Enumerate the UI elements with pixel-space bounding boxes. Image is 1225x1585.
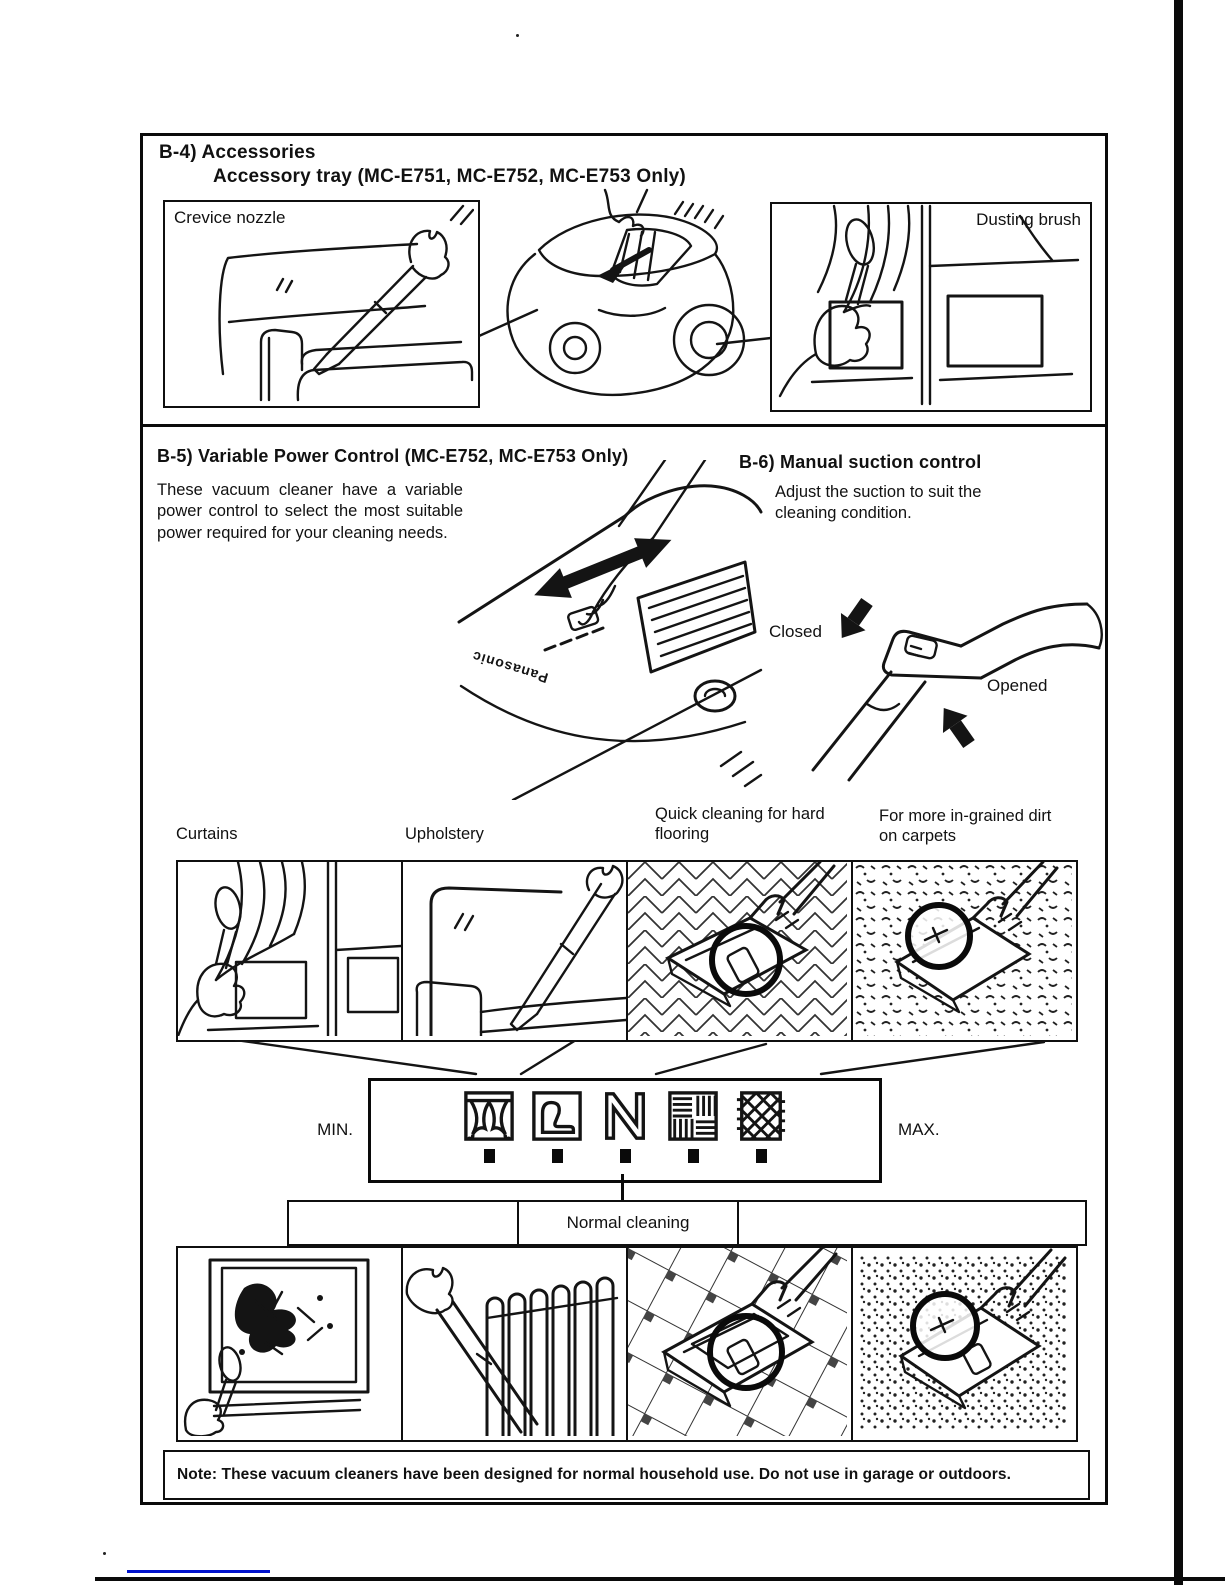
crevice-nozzle-panel [163, 200, 480, 408]
panel-carpet [853, 862, 1076, 1040]
section-b6-title: B-6) Manual suction control [739, 452, 982, 472]
radiator-illustration [403, 1248, 626, 1436]
normal-cleaning-cell [517, 1202, 739, 1244]
opened-label: Opened [987, 676, 1048, 695]
normal-usage-image-row [176, 1246, 1078, 1442]
tile-floor-illustration [628, 1248, 847, 1436]
note-text: Note: These vacuum cleaners have been designed for normal household use. Do not use in garage or outdoors. [177, 1466, 1011, 1483]
scale-step-carpet [735, 1090, 787, 1163]
scan-speck [103, 1552, 106, 1555]
usage-label-carpets: For more in-grained dirt on carpets [879, 807, 1052, 846]
section-b4-subtitle: Accessory tray (MC-E751, MC-E752, MC-E753 Only) [213, 166, 686, 187]
usage-label-hard-flooring: Quick cleaning for hard flooring [655, 805, 825, 844]
window-dusting-illustration [772, 204, 1086, 406]
power-range-cell-right [739, 1202, 1085, 1244]
usage-label-upholstery: Upholstery [405, 825, 484, 843]
closed-label: Closed [769, 622, 822, 641]
upholstery-icon [531, 1090, 583, 1142]
scale-dot [688, 1149, 699, 1163]
scan-speck [516, 34, 519, 37]
closed-arrow [829, 593, 879, 646]
curtains-icon [463, 1090, 515, 1142]
opened-arrow [931, 699, 981, 752]
dusting-brush-label: Dusting brush [976, 210, 1081, 229]
hard-flooring-illustration [628, 862, 847, 1036]
hard-flooring-icon [667, 1090, 719, 1142]
scale-dot [756, 1149, 767, 1163]
scale-step-upholstery [531, 1090, 583, 1163]
power-scale-box [368, 1078, 882, 1183]
vacuum-tray-illustration [479, 188, 771, 420]
crevice-nozzle-label: Crevice nozzle [174, 208, 286, 227]
min-label: MIN. [317, 1120, 353, 1139]
suction-control-illustration-wrap [755, 576, 1105, 791]
normal-connector-line [621, 1174, 624, 1200]
normal-cleaning-bar [287, 1200, 1087, 1246]
section-b5-title: B-5) Variable Power Control (MC-E752, MC-E753 Only) [157, 446, 629, 466]
section-b5-body: These vacuum cleaner have a variable power control to select the most suitable power required for your cleaning needs. [157, 481, 463, 542]
panel-curtains [178, 862, 403, 1040]
upholstery-illustration [403, 862, 626, 1036]
carpet-illustration [853, 862, 1072, 1036]
scan-edge-bar [1174, 0, 1183, 1585]
usage-label-curtains: Curtains [176, 825, 238, 843]
panel-picture-frame [178, 1248, 403, 1440]
scale-dot [484, 1149, 495, 1163]
panel-hard-flooring [628, 862, 853, 1040]
scan-blue-line [127, 1570, 270, 1573]
carpet-normal-illustration [853, 1248, 1072, 1436]
normal-icon [599, 1090, 651, 1142]
section-b6-body: Adjust the suction to suit the cleaning condition. [775, 483, 982, 523]
usage-image-row [176, 860, 1078, 1042]
dusting-brush-panel [770, 202, 1092, 412]
section-divider [143, 424, 1105, 427]
content-frame [140, 133, 1108, 1505]
panasonic-logo-text: Panasonic [469, 648, 550, 687]
scale-step-curtains [463, 1090, 515, 1163]
suction-control-illustration [755, 576, 1105, 791]
power-range-cell-left [289, 1202, 517, 1244]
carpet-icon [735, 1090, 787, 1142]
panel-upholstery [403, 862, 628, 1040]
scale-step-normal [599, 1090, 651, 1163]
max-label: MAX. [898, 1120, 940, 1139]
scan-bottom-line [95, 1577, 1225, 1581]
panel-radiator [403, 1248, 628, 1440]
scale-step-hard-flooring [667, 1090, 719, 1163]
scale-dot [620, 1149, 631, 1163]
picture-dusting-illustration [178, 1248, 401, 1436]
scale-dot [552, 1149, 563, 1163]
panel-carpet-normal [853, 1248, 1076, 1440]
sofa-crevice-illustration [165, 202, 474, 402]
converge-lines [176, 1040, 1074, 1078]
panel-tile-floor [628, 1248, 853, 1440]
power-control-illustration [453, 460, 763, 800]
normal-cleaning-label: Normal cleaning [566, 1213, 690, 1232]
note-box [163, 1450, 1090, 1500]
curtains-illustration [178, 862, 401, 1036]
section-b4-title: B-4) Accessories [159, 142, 316, 163]
